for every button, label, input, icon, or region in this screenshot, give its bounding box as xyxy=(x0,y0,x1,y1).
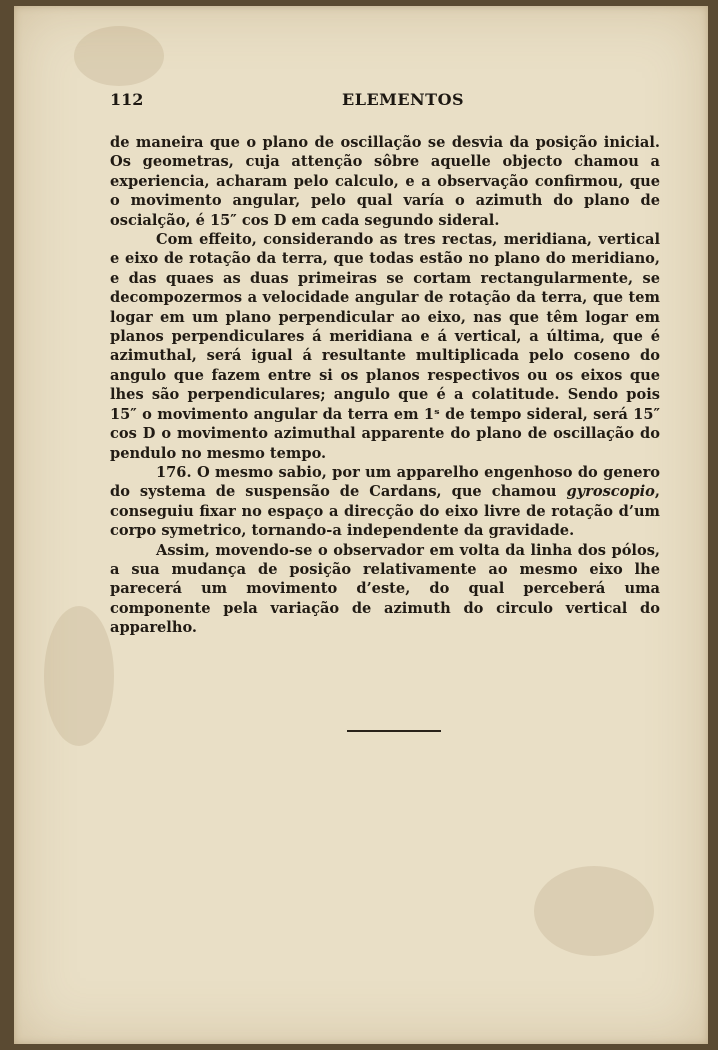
body-text xyxy=(110,133,660,638)
paper-stain xyxy=(44,606,114,746)
paragraph-4: Assim, movendo-se o observador em volta da linha dos pólos, a sua mudança de posição relativamente ao mesmo eixo lhe parecerá um movimento d’este, do qual perceberá uma componente pela variação de azimuth do circulo vertical do apparelho. xyxy=(110,541,660,637)
page-header xyxy=(110,90,654,114)
paragraph-3 xyxy=(110,463,660,541)
running-title: ELEMENTOS xyxy=(342,90,465,109)
section-number: 176. xyxy=(156,463,192,481)
page-number: 112 xyxy=(110,90,144,109)
paragraph-3-text-end: , conseguiu fixar no espaço a direcção do eixo livre de rotação d’um corpo symetrico, tornando-a independente da gravidade. xyxy=(110,483,660,540)
paragraph-3-text-start: O mesmo sabio, por um apparelho engenhoso do genero do systema de suspensão de Cardans, que chamou xyxy=(110,463,660,501)
italic-term: gyroscopio xyxy=(566,483,655,501)
paragraph-2: Com effeito, considerando as tres rectas, meridiana, vertical e eixo de rotação da terra, que todas estão no plano do meridiano, e das quaes as duas primeiras se cortam rectangularmente, se decompozermos a velocidade angular de rotação da terra, que tem logar em um plano perpendicular ao eixo, nas que têm logar em planos perpendiculares á meridiana e á vertical, a última, que é azimuthal, será igual á resultante multiplicada pelo coseno do angulo que fazem entre si os planos respectivos ou os eixos que lhes são perpendiculares; angulo que é a colatitude. Sendo pois 15″ o movimento angular da terra em 1ˢ de tempo sideral, será 15″ cos D o movimento azimuthal apparente do plano de oscillação do pendulo no mesmo tempo. xyxy=(110,231,660,462)
section-separator-rule xyxy=(347,730,441,732)
paper-stain xyxy=(534,866,654,956)
paragraph-1: de maneira que o plano de oscillação se desvia da posição inicial. Os geometras, cuja attenção sôbre aquelle objecto chamou a experiencia, acharam pelo calculo, e a observação confirmou, que o movimento angular, pelo qual varía o azimuth do plano de oscialção, é 15″ cos D em cada segundo sideral. xyxy=(110,134,660,229)
paper-stain xyxy=(74,26,164,86)
